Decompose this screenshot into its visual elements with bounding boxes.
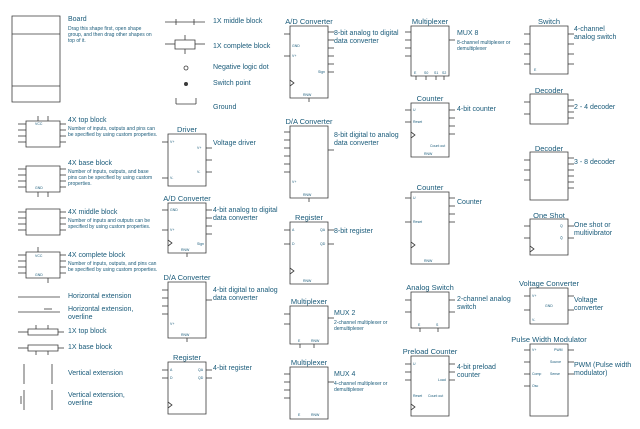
base-block-1x-shape[interactable] <box>18 345 64 355</box>
decoder-2-4-title: 2 - 4 decoder <box>574 104 616 111</box>
switch-4ch-shape[interactable] <box>524 26 574 74</box>
one-shot-shape[interactable] <box>524 219 574 255</box>
register-8bit-header: Register <box>295 213 323 222</box>
vertical-extension-shape[interactable] <box>24 364 52 384</box>
pin-label: U <box>413 362 416 366</box>
analog-switch-title: 2-channel analog switch <box>457 296 511 311</box>
ad-4bit-title: 4-bit analog to digital data converter <box>213 207 278 222</box>
pin-label: Sign <box>318 70 326 74</box>
pin-label: RNW <box>303 93 312 97</box>
ad-4bit-header: A/D Converter <box>163 194 211 203</box>
pin-label: E <box>298 339 301 343</box>
base-block-4x-desc: Number of inputs, outputs, and base pins can be specified by using custom properties. <box>68 169 153 187</box>
preload-counter-header: Preload Counter <box>402 347 458 356</box>
ground-title: Ground <box>213 104 237 111</box>
complete-block-1x-title: 1X complete block <box>213 43 271 50</box>
pin-label: V+ <box>170 322 175 326</box>
pin-label: V- <box>532 318 536 322</box>
pin-label: V+ <box>170 228 175 232</box>
pin-label: V- <box>170 176 174 180</box>
complete-block-4x-desc: Number of inputs, outputs, and pins can be specified by using custom properties. <box>68 261 158 273</box>
pin-label: GND <box>545 304 553 308</box>
pin-label: Load <box>438 378 446 382</box>
pin-label: A <box>292 228 295 232</box>
counter-shape[interactable] <box>405 192 455 264</box>
pin-label: RNW <box>181 248 190 252</box>
decoder-3-8-shape[interactable] <box>524 152 574 200</box>
pin-label: V+ <box>532 348 537 352</box>
counter-title: Counter <box>457 199 482 206</box>
one-shot-header: One Shot <box>533 211 565 220</box>
pin-label: E <box>418 323 421 327</box>
negative-logic-dot-shape[interactable] <box>184 66 188 70</box>
pin-label: Q̄ <box>560 236 563 240</box>
vertical-extension-overline-title: Vertical extension, overline <box>68 392 125 407</box>
pwm-shape[interactable] <box>524 344 574 416</box>
counter-4bit-header: Counter <box>416 94 444 103</box>
pin-label: V+ <box>170 140 175 144</box>
counter-4bit-title: 4-bit counter <box>457 106 496 113</box>
switch-4ch-title: 4-channel analog switch <box>574 26 617 41</box>
pin-label: QA <box>320 228 326 232</box>
mux8-title: MUX 8 <box>457 30 479 37</box>
mux4-shape[interactable] <box>284 367 334 419</box>
pin-label: V+ <box>292 180 297 184</box>
switch-4ch-header: Switch <box>537 17 561 26</box>
mux4-title: MUX 4 <box>334 371 356 378</box>
pin-label: GND <box>170 208 178 212</box>
complete-block-4x-title: 4X complete block <box>68 252 126 259</box>
da-8bit-title: 8-bit digital to analog data converter <box>334 132 399 147</box>
mux2-shape[interactable] <box>284 306 334 348</box>
vertical-extension-overline-shape[interactable] <box>21 390 52 410</box>
driver-header: Driver <box>177 125 197 134</box>
da-8bit-shape[interactable] <box>284 126 334 202</box>
complete-block-4x-shape[interactable] <box>18 247 66 283</box>
pin-label: E <box>414 71 417 75</box>
driver-title: Voltage driver <box>213 140 256 147</box>
pin-label: S0 <box>424 71 429 75</box>
pin-label: Sign <box>197 242 205 246</box>
board-desc: Drag this shape first, open shape group, and then drag other shapes on top of it. <box>68 26 152 44</box>
pin-label: Count out <box>428 394 444 398</box>
top-block-4x-shape[interactable] <box>18 116 66 147</box>
analog-switch-header: Analog Switch <box>406 283 454 292</box>
mux4-desc: 4-channel multiplexer or demultiplexer <box>334 381 388 393</box>
mux8-shape[interactable] <box>405 26 455 80</box>
negative-logic-dot-title: Negative logic dot <box>213 64 269 71</box>
register-8bit-title: 8-bit register <box>334 228 373 235</box>
pin-label: QD <box>320 242 326 246</box>
pin-label: VCC <box>35 122 43 126</box>
pin-label: GND <box>35 186 43 190</box>
voltage-converter-header: Voltage Converter <box>518 279 580 288</box>
pin-label: GND <box>35 273 43 277</box>
pin-label: Osc <box>532 384 539 388</box>
base-block-1x-title: 1X base block <box>68 344 112 351</box>
pin-label: S <box>436 323 439 327</box>
pin-label: S2 <box>442 71 447 75</box>
pin-label: Reset <box>413 220 423 224</box>
pin-label: RNW <box>303 193 312 197</box>
middle-block-1x-title: 1X middle block <box>213 18 263 25</box>
pin-label: D <box>292 242 295 246</box>
middle-block-4x-title: 4X middle block <box>68 209 118 216</box>
switch-point-shape[interactable] <box>184 82 187 85</box>
decoder-3-8-title: 3 - 8 decoder <box>574 159 616 166</box>
ad-8bit-title: 8-bit analog to digital data converter <box>334 30 399 45</box>
pin-label: Comp <box>532 372 542 376</box>
pin-label: VCC <box>35 254 43 258</box>
pin-label: Reset <box>413 394 423 398</box>
pin-label: RNW <box>311 413 320 417</box>
pin-label: GND <box>292 44 300 48</box>
one-shot-title: One shot or multivibrator <box>574 222 613 237</box>
pin-label: Count out <box>430 144 446 148</box>
pin-label: RNW <box>181 333 190 337</box>
pin-label: E <box>534 68 537 72</box>
mux8-desc: 8-channel multiplexer or demultiplexer <box>457 40 511 52</box>
da-4bit-title: 4-bit digital to analog data converter <box>213 287 278 302</box>
middle-block-4x-shape[interactable] <box>18 209 66 235</box>
pin-label: Q <box>560 224 563 228</box>
base-block-4x-shape[interactable] <box>18 166 66 197</box>
pin-label: RNW <box>303 279 312 283</box>
ad-8bit-shape[interactable] <box>284 26 334 102</box>
da-8bit-header: D/A Converter <box>285 117 333 126</box>
register-4bit-header: Register <box>173 353 201 362</box>
ad-8bit-header: A/D Converter <box>285 17 333 26</box>
counter-header: Counter <box>416 183 444 192</box>
pin-label: D <box>170 376 173 380</box>
pin-label: V+ <box>197 146 202 150</box>
middle-block-1x-shape[interactable] <box>165 19 205 25</box>
base-block-4x-title: 4X base block <box>68 160 112 167</box>
voltage-converter-title: Voltage converter <box>574 297 604 312</box>
pin-label: Sense <box>550 372 560 376</box>
pwm-title: PWM (Pulse width modulator) <box>574 362 632 377</box>
switch-point-title: Switch point <box>213 80 251 87</box>
top-block-1x-shape[interactable] <box>18 325 64 335</box>
ground-shape[interactable] <box>176 98 196 104</box>
mux2-header: Multiplexer <box>290 297 328 306</box>
horizontal-extension-overline-shape[interactable] <box>18 309 60 312</box>
horizontal-extension-overline-title: Horizontal extension, overline <box>68 306 134 321</box>
pin-label: PWM <box>554 348 563 352</box>
da-4bit-header: D/A Converter <box>163 273 211 282</box>
pin-label: V+ <box>532 294 537 298</box>
decoder-2-4-shape[interactable] <box>524 94 574 124</box>
register-4bit-title: 4-bit register <box>213 365 252 372</box>
pin-label: E <box>298 413 301 417</box>
top-block-4x-title: 4X top block <box>68 117 107 124</box>
pin-label: U <box>413 108 416 112</box>
mux2-title: MUX 2 <box>334 310 356 317</box>
pin-label: Source <box>550 360 562 364</box>
pin-label: U <box>413 196 416 200</box>
pin-label: RNW <box>424 259 433 263</box>
preload-counter-title: 4-bit preload counter <box>457 364 496 379</box>
pin-label: QA <box>198 368 204 372</box>
top-block-4x-desc: Number of inputs, outputs and pins can be specified by using custom properties. <box>68 126 158 138</box>
mux2-desc: 2-channel multiplexer or demultiplexer <box>334 320 388 332</box>
pin-label: RNW <box>311 339 320 343</box>
pin-label: V- <box>197 170 201 174</box>
pwm-header: Pulse Width Modulator <box>511 335 587 344</box>
decoder-3-8-header: Decoder <box>534 144 564 153</box>
board-shape[interactable] <box>12 16 60 102</box>
top-block-1x-title: 1X top block <box>68 328 107 335</box>
pin-label: A <box>170 368 173 372</box>
horizontal-extension-title: Horizontal extension <box>68 293 132 300</box>
pin-label: Reset <box>413 120 423 124</box>
pin-label: V+ <box>292 54 297 58</box>
mux4-header: Multiplexer <box>290 358 328 367</box>
decoder-2-4-header: Decoder <box>534 86 564 95</box>
board-title: Board <box>68 16 87 23</box>
complete-block-1x-shape[interactable] <box>165 35 205 54</box>
pin-label: S1 <box>434 71 439 75</box>
pin-label: QD <box>198 376 204 380</box>
vertical-extension-title: Vertical extension <box>68 370 123 377</box>
analog-switch-2ch-shape[interactable] <box>405 292 455 332</box>
pin-label: RNW <box>424 152 433 156</box>
middle-block-4x-desc: Number of inputs and outputs can be specified by using custom properties. <box>68 218 151 230</box>
mux8-header: Multiplexer <box>411 17 449 26</box>
